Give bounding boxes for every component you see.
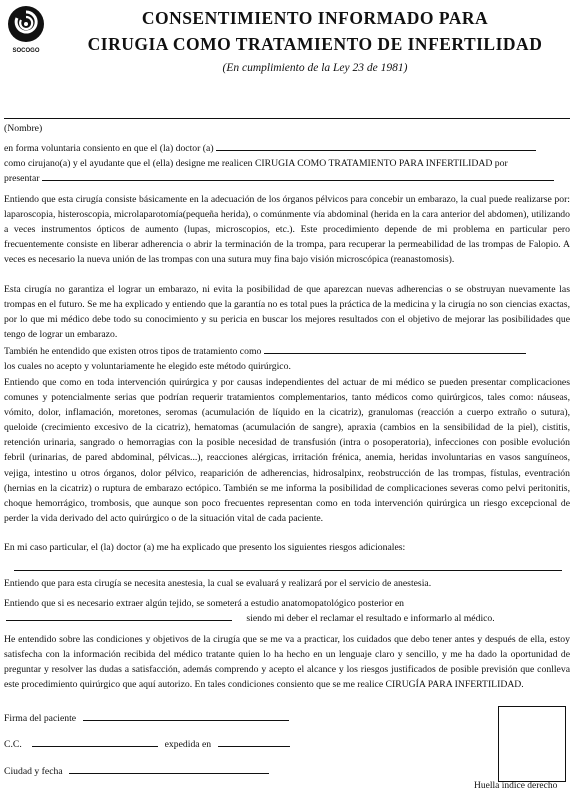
signature-field[interactable] (83, 712, 289, 721)
other-treatments-row (4, 344, 570, 359)
city-date-row (4, 764, 304, 779)
paragraph-complications: Entiendo que como en toda intervención quirúrgica y por causas independientes del actuar de mi médico se pueden presentar complicaciones comunes y potencialmente serias que podrían requerir tratamientos complementarios, tanto médicos como quirúrgicos, tales como: náuseas, vómito, dolor, inflamación, moretones, seromas (acumulación de líquido en la cicatriz), granulomas (reacción a cuerpo extraño o sutura), queloide (crecimiento excesivo de la cicatriz), hematomas (acumulación de sangre), apraxia (cambios en la sensibilidad de la piel), cistitis, retención urinaria, sangrado o hemorragias con la posible necesidad de transfusión (intra o posoperatoria), infecciones con posible evolución febril (urinarias, de pared abdominal, pélvicas...), reacciones alérgicas, irritación frénica, anemia, heridas involuntarias en vasos sanguíneos, vejiga, intestino u otros órganos, dolor pélvico, reaparición de adherencias, hidrosalpinx, reobstrucción de las trompas, fístulas, eventración (hernias en la cicatriz) o ruptura de embarazo ectópico. También se me informa la posibilidad de complicaciones severas como pelvi peritonitis, choque hemorrágico, trombosis, que aunque son poco frecuentes representan como en toda intervención quirúrgica un riesgo excepcional de perder la vida derivado del acto quirúrgico o de la situación vital de cada paciente. (4, 377, 570, 524)
pathology-continued: siendo mi deber el reclamar el resultado e informarlo al médico. (246, 613, 495, 624)
doctor-name-field[interactable] (216, 142, 536, 151)
fingerprint-label: Huella índice derecho (474, 781, 558, 791)
other-treatments-text: También he entendido que existen otros tipos de tratamiento como (4, 346, 262, 357)
id-row (4, 737, 304, 752)
paragraph-additional-risks: En mi caso particular, el (la) doctor (a) me ha explicado que presento los siguientes riesgos adicionales: (4, 542, 406, 553)
logo-text: SOCOGO (12, 48, 40, 54)
title-line-2: CIRUGIA COMO TRATAMIENTO DE INFERTILIDAD (87, 34, 543, 54)
city-date-label: Ciudad y fecha (4, 766, 63, 777)
other-treatments-field[interactable] (264, 345, 526, 354)
paragraph-acceptance: He entendido sobre las condiciones y objetivos de la cirugía que se me va a practicar, los cuidados que debo tener antes y después de ella, estoy satisfecha con la información recibida del médico tratante quien lo ha hecho en un lenguaje claro y sencillo, y me ha dado la oportunidad de preguntar y resolver las dudas a satisfacción, además comprendo y acepto el alcance y los riesgos justificados de posible previsión que conlleva este procedimiento quirúrgico que aquí autorizo. En tales condiciones consiento que se me realice CIRUGÍA PARA INFERTILIDAD. (4, 634, 570, 691)
name-line[interactable] (4, 118, 570, 119)
other-treatments-continued: los cuales no acepto y voluntariamente he elegido este método quirúrgico. (4, 361, 291, 372)
city-date-field[interactable] (69, 765, 269, 774)
pathology-row (4, 611, 570, 626)
consent-doctor-text: en forma voluntaria consiento en que el (la) doctor (a) (4, 143, 214, 154)
title-line-1: CONSENTIMIENTO INFORMADO PARA (141, 8, 489, 28)
paragraph-no-guarantee: Esta cirugía no garantiza el lograr un embarazo, ni evita la posibilidad de que aparezcan nuevas adherencias o se obstruyan nuevamente las trompas en el futuro. Se me ha explicado y entiendo que la garantía no es total pues la práctica de la medicina y la cirugía no son ciencias exactas, por lo que mi médico debe todo su conocimiento y su pericia en buscar los mejores resultados con el objetivo de mejorar las posibilidades que tengo de lograr un embarazo. (4, 284, 570, 341)
signature-row (4, 711, 304, 726)
additional-risks-field[interactable] (14, 570, 562, 571)
cc-label: C.C. (4, 739, 22, 750)
presentar-text: presentar (4, 173, 40, 184)
socogo-logo-icon (4, 4, 48, 54)
diagnosis-field[interactable] (42, 172, 554, 181)
paragraph-anesthesia: Entiendo que para esta cirugía se necesita anestesia, la cual se evaluará y realizará por el servicio de anestesia. (4, 578, 432, 589)
expedida-field[interactable] (218, 738, 290, 747)
pathology-lab-field[interactable] (6, 612, 232, 621)
paragraph-procedure: Entiendo que esta cirugía consiste básicamente en la adecuación de los órganos pélvicos para concebir un embarazo, la cual puede realizarse por: laparoscopia, histeroscopia, microlaparotomía(pequeña herida), o comúnmente vía abdominal (herida en la cara anterior del abdomen), utilizando a veces instrumentos ópticos de aumento (lupas, microscopios, etc.). Este procedimiento depende de mi problema en particular pero frecuentemente consiste en liberar adherencia o abrir la terminación de la trompa, para recuperar la permeabilidad de las trompas de Falopio. A veces es necesario la nueva unión de las trompas con una sutura muy fina bajo visión microscópica (reanastomosis). (4, 194, 570, 266)
expedida-label: expedida en (164, 739, 212, 750)
fingerprint-box[interactable] (498, 706, 566, 782)
cc-field[interactable] (32, 738, 158, 747)
law-subtitle: (En cumplimiento de la Ley 23 de 1981) (222, 62, 408, 74)
signature-label: Firma del paciente (4, 713, 77, 724)
name-label: (Nombre) (4, 123, 43, 134)
presentar-row (4, 171, 570, 186)
consent-surgeon-text: como cirujano(a) y el ayudante que el (ella) designe me realicen CIRUGIA COMO TRATAMIENTO PARA INFERTILIDAD por (4, 158, 508, 169)
paragraph-pathology: Entiendo que si es necesario extraer algún tejido, se someterá a estudio anatomopatológico posterior en (4, 598, 405, 609)
consent-doctor-row (4, 141, 570, 156)
